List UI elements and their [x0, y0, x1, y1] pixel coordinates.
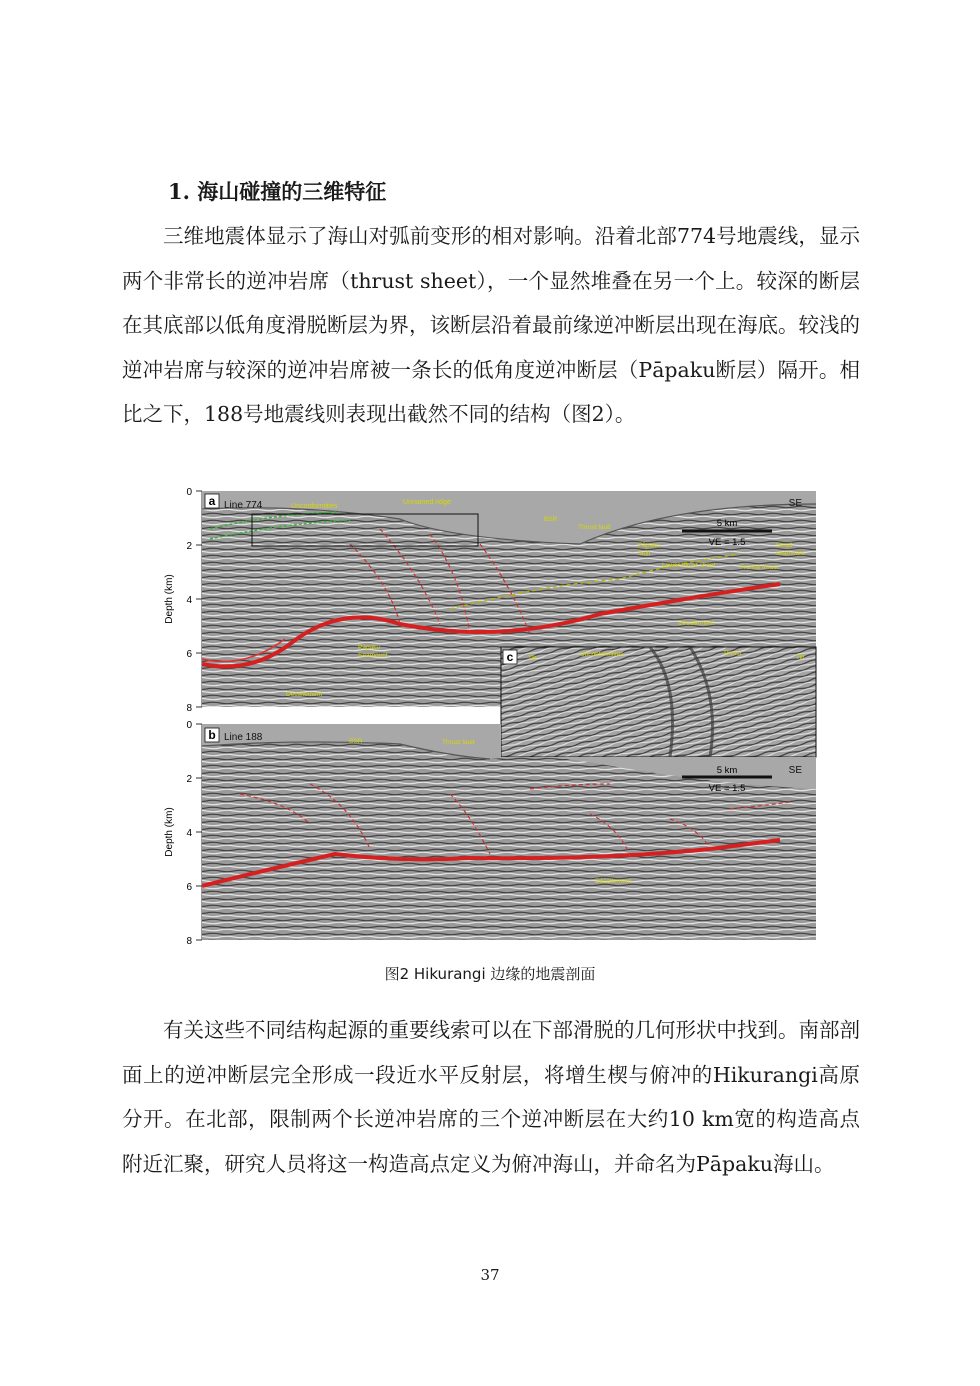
- tick-b-4: 4: [186, 828, 192, 839]
- panel-b-line: Line 188: [224, 732, 263, 743]
- label-papaku-seamount-2: Seamount: [358, 652, 388, 659]
- page-number: 37: [480, 1266, 500, 1284]
- panel-b-letter: b: [208, 728, 216, 742]
- label-papaku-fault-1: Pāpaku: [638, 542, 661, 549]
- panel-a-scale: 5 km: [716, 518, 738, 529]
- panel-a-direction: SE: [788, 498, 802, 509]
- panel-c-letter: c: [506, 650, 514, 664]
- panel-a-letter: a: [208, 494, 216, 508]
- label-unconformities-c: Unconformities: [580, 651, 624, 658]
- label-bsr-b: BSR: [349, 738, 363, 745]
- tick-b-8: 8: [186, 936, 192, 947]
- tick-b-0: 0: [186, 720, 192, 731]
- tick-a-8: 8: [186, 703, 192, 714]
- tick-b-2: 2: [186, 774, 192, 785]
- label-thrust-fault-b: Thrust fault: [442, 739, 475, 746]
- label-unconformities: Unconformities: [291, 503, 338, 510]
- depth-label-a: Depth (km): [164, 574, 175, 624]
- figure-caption: 图2 Hikurangi 边缘的地震剖面: [384, 965, 596, 983]
- tick-a-0: 0: [186, 487, 192, 498]
- paragraph-1: 三维地震体显示了海山对弧前变形的相对影响。沿着北部774号地震线，显示两个非常长的逆冲岩席（thrust sheet），一个显然堆叠在另一个上。较深的断层在其底部以低角度滑脱断层为界，该断层沿着最前缘逆冲断层出现在海底。较浅的逆冲岩席与较深的逆冲岩席被一条长的低角度逆冲断层（Pāpaku断层）隔开。相比之下，188号地震线则表现出截然不同的结构（图2）。: [122, 224, 860, 426]
- label-small-seamount-2: seamount: [776, 550, 805, 557]
- label-decollement-1: Décollement: [678, 620, 715, 627]
- label-thrust-c: Thrust: [723, 650, 742, 657]
- label-thrust-fault-a: Thrust fault: [578, 524, 611, 531]
- panel-a-line: Line 774: [224, 500, 263, 511]
- label-tilt-right: Tilt: [796, 654, 805, 661]
- tick-a-2: 2: [186, 541, 192, 552]
- label-small-seamount-1: Small: [776, 542, 793, 549]
- panel-b-scale: 5 km: [716, 765, 738, 776]
- label-decollement-b: Décollement: [595, 878, 632, 885]
- tick-a-6: 6: [186, 649, 192, 660]
- label-unnamed-ridge: Unnamed ridge: [403, 499, 451, 506]
- label-papaku-seamount-1: Pāpaku: [358, 644, 381, 651]
- label-lower-thrust-sheet: Lower thrust sheet: [662, 562, 716, 569]
- section-heading: 1. 海山碰撞的三维特征: [168, 179, 387, 204]
- depth-axis-b: [164, 720, 202, 947]
- seismic-figure: [150, 484, 830, 954]
- label-papaku-fault-2: fault: [638, 550, 651, 557]
- depth-axis-a: [164, 487, 202, 714]
- label-tilt-left: Tilt: [528, 655, 537, 662]
- paragraph-2: 有关这些不同结构起源的重要线索可以在下部滑脱的几何形状中找到。南部剖面上的逆冲断层完全形成一段近水平反射层，将增生楔与俯冲的Hikurangi高原分开。在北部，限制两个长逆冲岩席的三个逆冲断层在大约10 km宽的构造高点附近汇聚，研究人员将这一构造高点定义为俯冲海山，并命名为Pāpaku海山。: [122, 1018, 860, 1176]
- label-bsr-a: BSR: [544, 516, 558, 523]
- depth-label-b: Depth (km): [164, 807, 175, 857]
- tick-a-4: 4: [186, 595, 192, 606]
- tick-b-6: 6: [186, 882, 192, 893]
- panel-a-ve: VE = 1.5: [708, 537, 746, 548]
- panel-c: [501, 647, 816, 757]
- panel-b-direction: SE: [788, 765, 802, 776]
- label-decollement-2: Décollement: [286, 691, 323, 698]
- label-frontal-thrust: Frontal thrust: [740, 564, 779, 571]
- panel-b-ve: VE = 1.5: [708, 783, 746, 794]
